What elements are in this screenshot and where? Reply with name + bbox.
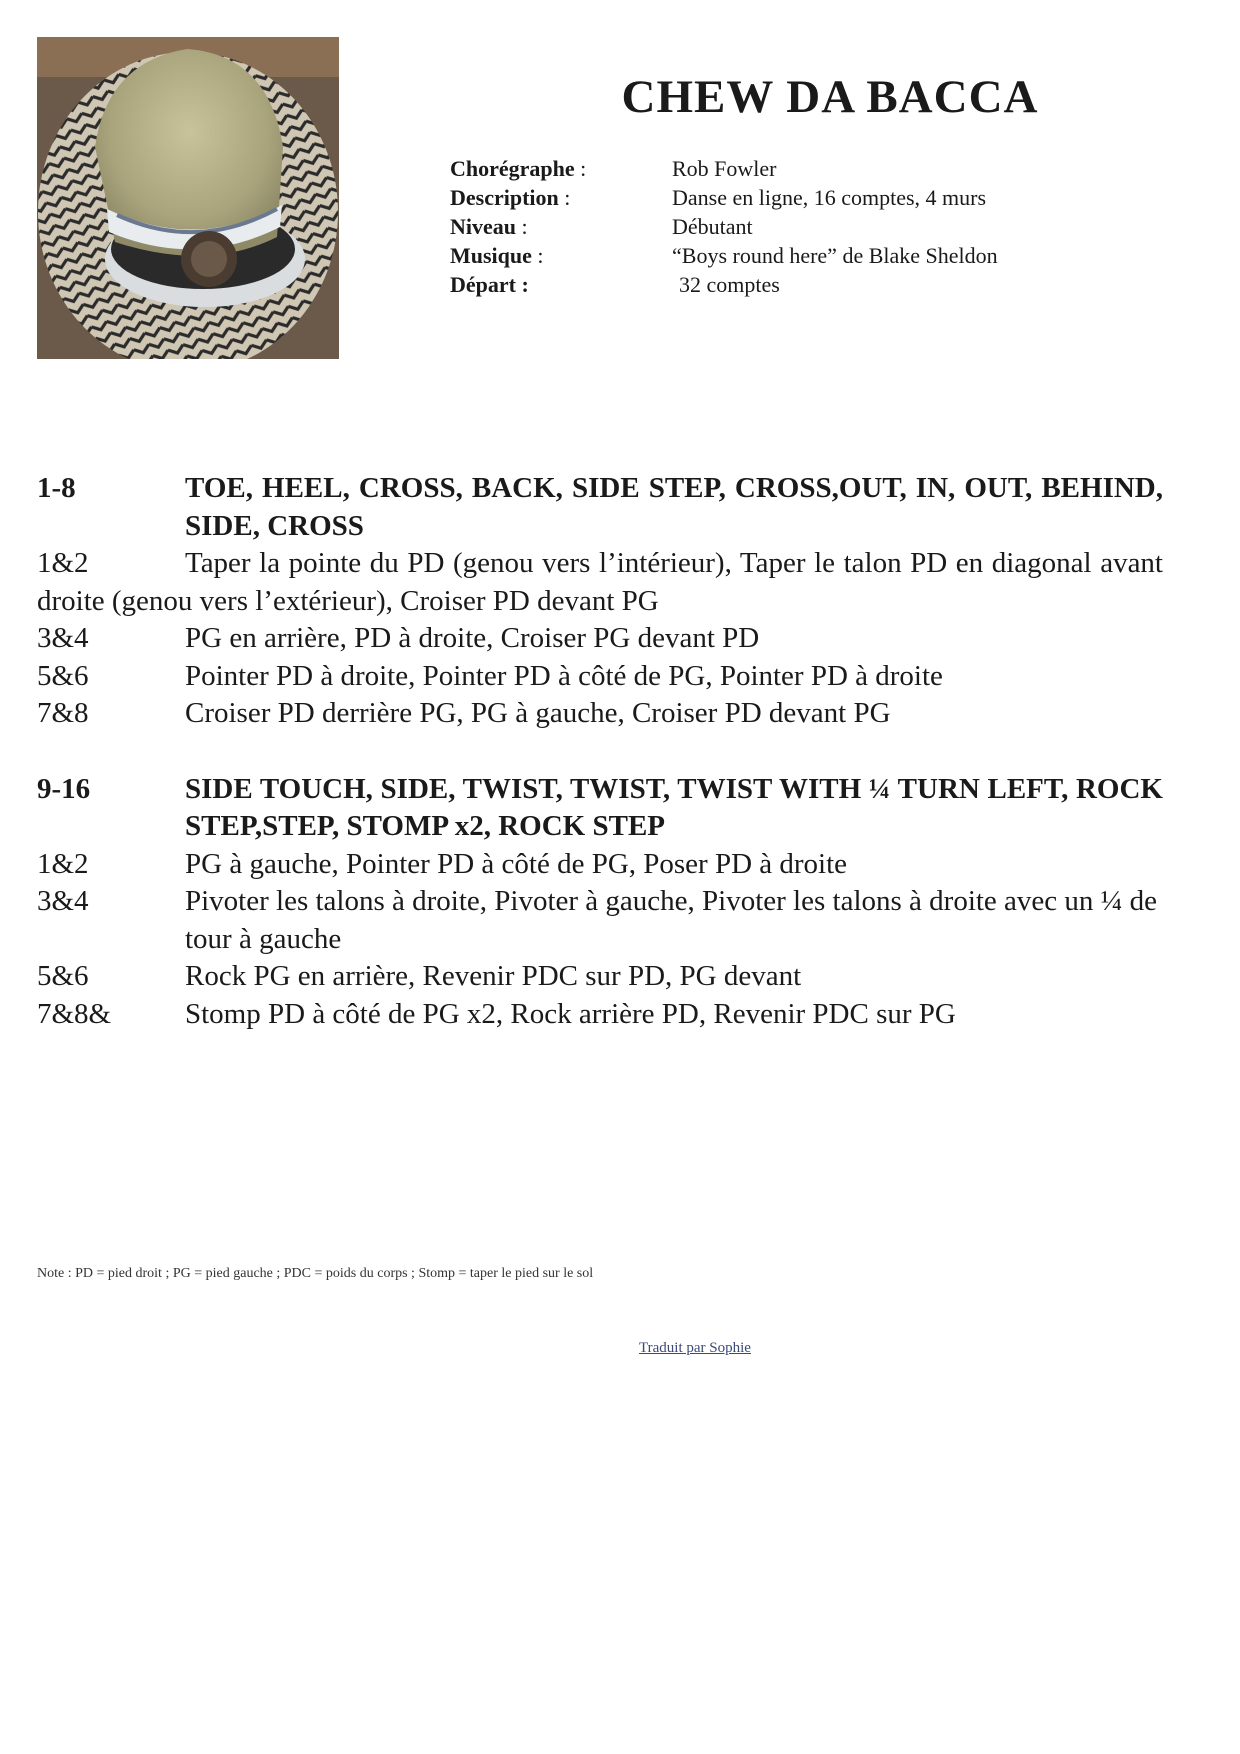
step-text: Taper la pointe du PD (genou vers l’intérieur), Taper le talon PD en diagonal avant droite (genou vers l’extérieur), Croiser PD devant PG — [37, 547, 1163, 617]
info-label: Chorégraphe — [450, 156, 575, 181]
step-line — [37, 846, 1163, 884]
info-value: Danse en ligne, 16 comptes, 4 murs — [672, 185, 987, 210]
section-counts: 9-16 — [37, 772, 91, 805]
step-line — [37, 958, 1163, 996]
step-line — [37, 658, 1163, 696]
step-counts: 3&4 — [37, 885, 89, 917]
step-counts: 5&6 — [37, 659, 89, 692]
info-row-description — [450, 183, 998, 212]
info-label: Description — [450, 185, 559, 210]
info-separator: : — [574, 156, 587, 181]
cowboy-hat-photo — [37, 37, 339, 359]
section-heading — [37, 771, 1163, 846]
abbreviation-note: Note : PD = pied droit ; PG = pied gauche ; PDC = poids du corps ; Stomp = taper le pied sur le sol — [37, 1266, 594, 1281]
section-title: TOE, HEEL, CROSS, BACK, SIDE STEP, CROSS,OUT, IN, OUT, BEHIND, SIDE, CROSS — [185, 472, 1163, 542]
step-counts: 5&6 — [37, 960, 89, 992]
step-text: PG à gauche, Pointer PD à côté de PG, Poser PD à droite — [185, 847, 848, 880]
info-value: “Boys round here” de Blake Sheldon — [672, 243, 998, 268]
section-heading — [37, 470, 1163, 545]
step-counts: 7&8& — [37, 997, 112, 1030]
step-line — [37, 545, 1163, 620]
step-counts: 7&8 — [37, 697, 89, 729]
translator-credit-link[interactable]: Traduit par Sophie — [639, 1340, 751, 1356]
dance-info — [450, 154, 998, 299]
info-row-choregraphe — [450, 154, 998, 183]
section-title: SIDE TOUCH, SIDE, TWIST, TWIST, TWIST WITH ¼ TURN LEFT, ROCK STEP,STEP, STOMP x2, ROCK STEP — [185, 772, 1163, 842]
info-separator: : — [558, 185, 571, 210]
info-row-niveau — [450, 212, 998, 241]
info-value: Rob Fowler — [672, 156, 777, 181]
info-label: Musique — [450, 243, 532, 268]
step-text: Pointer PD à droite, Pointer PD à côté de PG, Pointer PD à droite — [185, 659, 943, 692]
step-sheet — [37, 470, 1163, 1033]
info-value: 32 comptes — [679, 272, 780, 297]
step-line — [37, 620, 1163, 658]
step-text: Croiser PD derrière PG, PG à gauche, Croiser PD devant PG — [185, 697, 891, 729]
info-label: Niveau — [450, 214, 516, 239]
step-text: PG en arrière, PD à droite, Croiser PG devant PD — [185, 622, 760, 654]
step-counts: 3&4 — [37, 622, 89, 654]
step-line — [37, 883, 1163, 958]
step-text: Pivoter les talons à droite, Pivoter à gauche, Pivoter les talons à droite avec un ¼ de tour à gauche — [185, 885, 1158, 955]
info-separator: : — [516, 214, 528, 239]
step-text: Stomp PD à côté de PG x2, Rock arrière PD, Revenir PDC sur PG — [185, 997, 956, 1030]
step-line — [37, 996, 1163, 1034]
step-counts: 1&2 — [37, 847, 89, 880]
step-text: Rock PG en arrière, Revenir PDC sur PD, PG devant — [185, 960, 802, 992]
dance-title: CHEW DA BACCA — [621, 71, 1039, 123]
step-counts: 1&2 — [37, 547, 89, 579]
info-row-musique — [450, 241, 998, 270]
info-value: Débutant — [672, 214, 753, 239]
step-line — [37, 695, 1163, 733]
info-separator: : — [531, 243, 544, 268]
info-label: Départ : — [450, 272, 529, 297]
section-counts: 1-8 — [37, 472, 76, 504]
info-row-depart — [450, 270, 998, 299]
